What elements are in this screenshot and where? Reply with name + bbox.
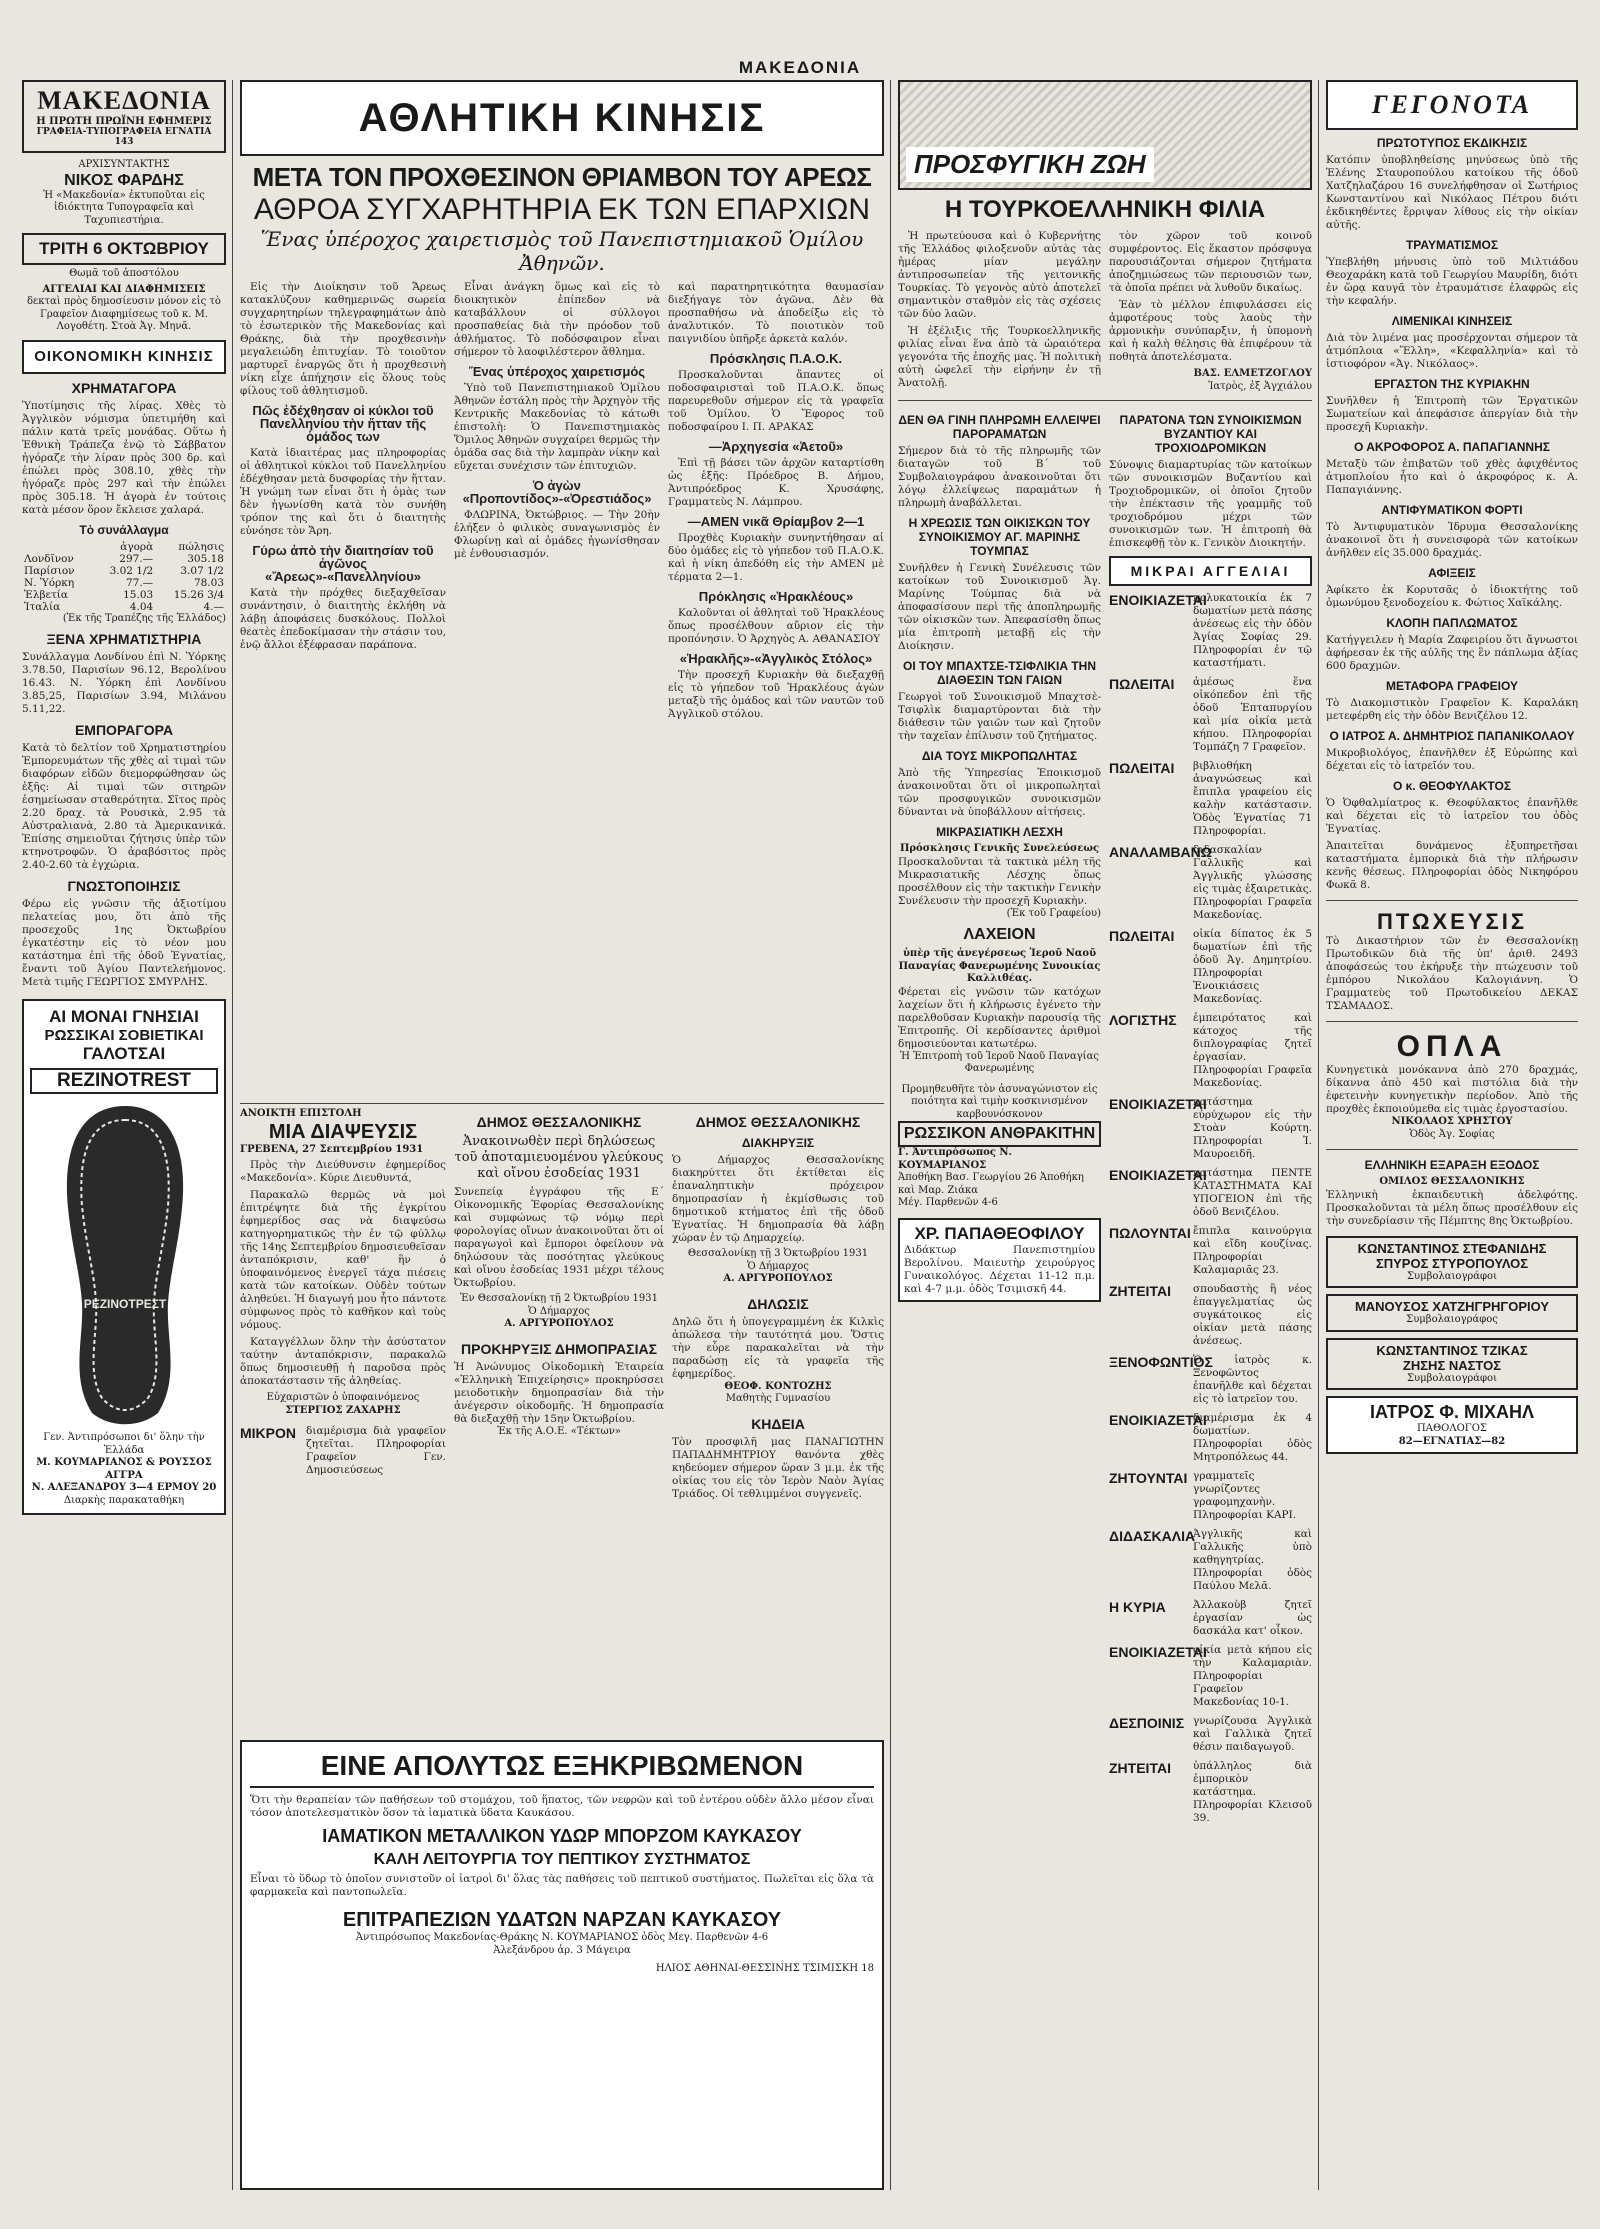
article-subhead: Ὁ ἀγὼν «Προποντίδος»-«Ὀρεστιάδος» (462, 478, 652, 506)
table-head: ἀγορὰ (120, 540, 154, 553)
article-paragraph: Κατὰ ἰδιαιτέρας μας πληροφορίας οἱ ἀθλητικοὶ κύκλοι τοῦ Πανελληνίου ἐδέχθησαν μετὰ δυσφορίας τὴν ἥτταν. Ἡ γνώμη των εἶναι ὅτι ἡ ὁμὰς των δὲν ἠγωνίσθη κατὰ τὸν συνήθη τρόπον της καὶ ὅτι ὁ διαιτητὴς εὐνόησε τὸν Ἄρη. (240, 447, 446, 537)
letter-title: ΜΙΑ ΔΙΑΨΕΥΣΙΣ (268, 1120, 418, 1143)
weapons-address: Ὁδὸς Ἀγ. Σοφίας (1409, 1128, 1495, 1140)
article-paragraph: Παρακαλῶ θερμῶς νὰ μοὶ ἐπιτρέψητε διὰ τῆς ἐγκρίτου ἐφημερίδος σας νὰ διαψεύσω κατηγορηματικῶς τὴν ἐν τῷ φύλλῳ τῆς 14ης Σεπτεμβρίου δημοσιευθεῖσαν ἀνταπόκρισιν, καθ' ἣν ὁ ὑποφαινόμενος ἐνεργεῖ τάχα πιέσεις κατὰ τῶν κατοίκων. Οὐδὲν τούτων ἀληθεύει. Ἡ διαγωγή μου ἦτο πάντοτε σύμφωνος πρὸς τὸ καθῆκον καὶ τοὺς νόμους. (240, 1189, 446, 1331)
club-text: Ἑλληνικὴ ἐκπαιδευτικὴ ἀδελφότης. Προσκαλοῦνται τὰ μέλη ὅπως προσέλθουν εἰς τὴν συνεδρίασιν τῆς Πέμπτης 8ης Ὀκτωβρίου. (1326, 1188, 1578, 1227)
ad-key: ΔΙΔΑΣΚΑΛΙΑ (1109, 1528, 1196, 1544)
club-title: ΕΛΛΗΝΙΚΗ ΕΞΑΡΑΞΗ ΕΞΟΔΟΣ (1364, 1158, 1540, 1172)
doctor-name: Φ. ΜΙΧΑΗΛ (1439, 1402, 1535, 1422)
ad-text: Εἶναι τὸ ὕδωρ τὸ ὁποῖον συνιστοῦν οἱ ἰατροὶ δι' ὅλας τὰς παθήσεις τοῦ πεπτικοῦ συστήματος. Πωλεῖται εἰς ὅλα τὰ φαρμακεῖα καὶ παντοπωλεῖα. (250, 1873, 874, 1898)
banner-title: ΠΡΟΣΦΥΓΙΚΗ ΖΩΗ (906, 147, 1154, 182)
doctor-ad (898, 1218, 1101, 1302)
article-paragraph: ΦΛΩΡΙΝΑ, Ὀκτώβριος. — Τὴν 20ὴν ἐλήξεν ὁ φιλικὸς συναγωνισμὸς ἐν Φλωρίνῃ καὶ αἱ ὁμάδες ἠγωνίσθησαν μὲ ἐνθουσιασμόν. (454, 509, 660, 560)
municipal-notices-a (454, 1108, 664, 1728)
notice-heading: ΔΙΑΚΗΡΥΞΙΣ (741, 1136, 815, 1150)
notice-signature: ΘΕΟΦ. ΚΟΝΤΟΖΗΣ (724, 1380, 832, 1392)
weapons-title: ΟΠΛΑ (1396, 1030, 1508, 1063)
small-ad (1109, 592, 1312, 670)
notice-title: ΔΗΛΩΣΙΣ (747, 1295, 809, 1312)
news-text: Ἀπαιτεῖται δυνάμενος ἐξυπηρετῆσαι καταστήματα ἐμπορικὰ διὰ τὴν πλήρωσιν κενῆς θέσεως. Πληροφορίαι ὁδὸς Νικηφόρου Φωκᾶ 8. (1326, 840, 1578, 891)
small-ad (1109, 1599, 1312, 1638)
ad-store: Ἀποθήκη Βασ. Γεωργίου 26 Ἀποθήκη καὶ Μαρ. Ζιάκα (898, 1172, 1084, 1196)
ad-text: κατάστημα εὐρύχωρον εἰς τὴν Στοὰν Κούρτη. Πληροφορίαι Ἰ. Μαυροειδῆ. (1193, 1096, 1312, 1160)
notary-role: Συμβολαιογράφος (1406, 1314, 1498, 1325)
notice-title: ΓΝΩΣΤΟΠΟΙΗΣΙΣ (67, 878, 181, 894)
athletics-columns (240, 281, 884, 725)
news-text: Κατόπιν ὑποβληθείσης μηνύσεως ὑπὸ τῆς Ἑλένης Σταυροπούλου κατοίκου τῆς ὁδοῦ Χατζηλαζάρου 16 συνελήφθησαν οἱ Σωτήριος Κωνσταντίνου καὶ Νικόλαος Πέτρου διότι ἐκδικηθέντες ἔρριψαν λίθους εἰς τὴν οἰκίαν αὐτῆς. (1326, 154, 1578, 231)
news-text: Σύνοψις διαμαρτυρίας τῶν κατοίκων τῶν συνοικισμῶν Βυζαντίου καὶ Τροχιοδρομικῶν, οἱ ὁποῖοι ζητοῦν τὴν ἐπέκτασιν τῆς γραμμῆς τοῦ τροχιοδρόμου μέχρι τῶν συνοικισμῶν των. Ἡ ἐπιτροπὴ θὰ ἐπισκεφθῇ τὸν κ. Γενικὸν Διοικητήν. (1109, 459, 1312, 549)
article-paragraph: Ὑπὸ τοῦ Πανεπιστημιακοῦ Ὁμίλου Ἀθηνῶν ἐστάλη πρὸς τὴν Ἀρχηγὸν τῆς Κεντρικῆς Μακεδονίας τὸ κάτωθι ἐπιστολὴ: Ὁ Πανεπιστημιακὸς Ὅμιλος Ἀθηνῶν συγχαίρει θερμῶς τὴν ὁμάδα σας διὰ τὴν λαμπρὰν νίκην καὶ εὔχεται συνέχισιν τῶν ἐπιτυχιῶν. (454, 382, 660, 472)
doctor-specialty: ΠΑΘΟΛΟΓΟΣ (1417, 1423, 1487, 1434)
news-text: Τὸ Ἀντιφυματικὸν Ἱδρυμα Θεσσαλονίκης ἀνακοινοῖ ὅτι ἡ συνεισφορὰ τῶν κατοίκων ἀνῆλθεν εἰς 35.000 δραχμάς. (1326, 521, 1578, 559)
ad-headline: ΕΙΝΕ ΑΠΟΛΥΤΩΣ ΕΞΗΚΡΙΒΩΜΕΝΟΝ (250, 1750, 874, 1788)
left-column (22, 80, 226, 2190)
notary-name: ΣΠΥΡΟΣ ΣΤΥΡΟΠΟΥΛΟΣ (1375, 1255, 1529, 1271)
bankruptcy-text: Τὸ Δικαστήριον τῶν ἐν Θεσσαλονίκῃ Πρωτοδικῶν διὰ τῆς ὑπ' ἀριθ. 2493 ἀποφάσεώς του ἐκήρυξε τὴν πτώχευσιν τοῦ ἐμπόρου Νικολάου Καλογιάννη. Ὁ Γραμματεὺς τοῦ Πρωτοδικείου ΔΕΚΑΣ ΤΣΑΜΑΔΟΣ. (1326, 935, 1578, 1012)
printer-note: Ἡ «Μακεδονία» ἐκτυποῦται εἰς ἰδιόκτητα Τυπογραφεῖα καὶ Ταχυπιεστήρια. (43, 189, 205, 226)
ad-text: οἰκία δίπατος ἐκ 5 δωματίων ἐπὶ τῆς ὁδοῦ Ἀγ. Δημητρίου. Πληροφορίαι Ἐνοικιάσεις Μακεδονίας. (1193, 928, 1312, 1005)
notice-body: Ὁ Δήμαρχος Θεσσαλονίκης διακηρύττει ὅτι ἐκτίθεται εἰς ἐπαναληπτικὴν πρόχειρον δημοπρασίαν ἡ ἐκμίσθωσις τοῦ δημοτικοῦ κτήματος ἐπὶ τῆς ὁδοῦ Ἐγνατίας. Ἡ δημοπρασία θὰ λάβῃ χώραν ἐν τῷ Δημαρχείῳ. (672, 1154, 884, 1244)
section-rule (1326, 1149, 1578, 1150)
news-title: Ο ΑΚΡΟΦΟΡΟΣ Α. ΠΑΠΑΓΙΑΝΝΗΣ (1354, 440, 1550, 454)
news-source: (Ἐκ τοῦ Γραφείου) (1006, 907, 1101, 919)
letter-sign-label: Εὐχαριστῶν ὁ ὑποφαινόμενος (266, 1392, 420, 1403)
table-cell: Ν. Ὑόρκη (24, 576, 75, 589)
editor-name: ΝΙΚΟΣ ΦΑΡΔΗΣ (64, 171, 184, 189)
small-ad (1109, 1096, 1312, 1161)
news-title: ΚΛΟΠΗ ΠΑΠΛΩΜΑΤΟΣ (1386, 616, 1518, 630)
article-subhead: —ΑΜΕΝ νικᾶ Θρίαμβον 2—1 (687, 514, 865, 529)
table-cell: 3.02 1/2 (109, 564, 154, 577)
news-title: ΜΕΤΑΦΟΡΑ ΓΡΑΦΕΙΟΥ (1386, 679, 1518, 693)
section-rule (240, 1103, 884, 1104)
small-ads-banner: ΜΙΚΡΑΙ ΑΓΓΕΛΙΑΙ (1109, 556, 1312, 586)
bankruptcy-title: ΠΤΩΧΕΥΣΙΣ (1376, 909, 1528, 934)
small-ads-list (1109, 592, 1312, 1825)
notice-signature: Α. ΑΡΓΥΡΟΠΟΥΛΟΣ (504, 1318, 614, 1329)
athletics-section (240, 80, 884, 1100)
letter-label: ΑΝΟΙΚΤΗ ΕΠΙΣΤΟΛΗ (240, 1108, 362, 1119)
ad-key: ΠΩΛΕΙΤΑΙ (1109, 928, 1175, 944)
refugee-news-col2 (1109, 407, 1312, 1831)
running-head: ΜΑΚΕΔΟΝΙΑ (738, 58, 862, 77)
news-title: Ο κ. ΘΕΟΦΥΛΑΚΤΟΣ (1392, 779, 1512, 793)
issue-date: ΤΡΙΤΗ 6 ΟΚΤΩΒΡΙΟΥ (22, 233, 226, 265)
notice-body: Τὸν προσφιλῆ μας ΠΑΝΑΓΙΩΤΗΝ ΠΑΠΑΔΗΜΗΤΡΙΟΥ θανόντα χθὲς κηδεύομεν σήμερον ὥραν 3 μ.μ. ἐκ τῆς οἰκίας του εἰς τὸν Ἱερὸν Ναὸν Ἁγίας Τριάδος. Οἱ τεθλιμμένοι συγγενεῖς. (672, 1435, 884, 1500)
ad-agent-address: Ν. ΑΛΕΞΑΝΔΡΟΥ 3—4 ΕΡΜΟΥ 20 (31, 1482, 217, 1493)
news-text: Τὸ Διακομιστικὸν Γραφεῖον Κ. Καραλάκη μετεφέρθη εἰς τὴν ὁδὸν Βενιζέλου 12. (1326, 697, 1578, 722)
news-title: ΔΕΝ ΘΑ ΓΙΝΗ ΠΛΗΡΩΜΗ ΕΛΛΕΙΨΕΙ ΠΑΡΟΡΑΜΑΤΩΝ (898, 413, 1101, 441)
notice-date: Ἐν Θεσσαλονίκῃ τῇ 2 Ὀκτωβρίου 1931 (459, 1293, 659, 1304)
article-paragraph: Προσκαλοῦνται ἅπαντες οἱ ποδοσφαιρισταὶ τοῦ Π.Α.Ο.Κ. ὅπως παρευρεθοῦν σήμερον εἰς τὰ γραφεῖα τοῦ Ὁμίλου. Ὁ Ἔφορος τοῦ ποδοσφαίρου Ι. Π. ΑΡΑΚΑΣ (668, 369, 884, 433)
ad-key: ΕΝΟΙΚΙΑΖΕΤΑΙ (1109, 1412, 1207, 1428)
ad-agent: Ἀλεξάνδρου ἀρ. 3 Μάγειρα (493, 1944, 631, 1956)
doctor-label: ΙΑΤΡΟΣ (1369, 1402, 1435, 1422)
article-paragraph: Ἡ ἐξέλιξις τῆς Τουρκοελληνικῆς φιλίας εἶναι ἕνα ἀπὸ τὰ ὡραιότερα γεγονότα τῆς ἐποχῆς μας. Ἡ πολιτικὴ αὐτὴ ὠφελεῖ τὴν εἰρήνην ἐν τῇ Ἀνατολῇ. (898, 325, 1101, 389)
news-title: ΛΑΧΕΙΟΝ (963, 926, 1036, 943)
news-text: Ἀπὸ τῆς Ὑπηρεσίας Ἐποικισμοῦ ἀνακοινοῦται ὅτι οἱ μικροπωληταὶ τῶν προσφυγικῶν συνοικισμῶν δύνανται νὰ ὑποβάλλουν αἰτήσεις. (898, 767, 1101, 818)
notice-heading: Ἀνακοινωθὲν περὶ δηλώσεως τοῦ ἀποταμιευομένου γλεύκους καὶ οἴνου ἐσοδείας 1931 (454, 1134, 664, 1181)
table-cell: Λονδῖνον (24, 552, 74, 565)
article-paragraph: Καλοῦνται οἱ ἀθληταὶ τοῦ Ἡρακλέους ὅπως προσέλθουν αὔριον εἰς τὴν προπόνησιν. Ὁ Ἀρχηγὸς Α. ΑΘΑΝΑΣΙΟΥ (668, 607, 884, 645)
notice-title: ΔΗΜΟΣ ΘΕΣΣΑΛΟΝΙΚΗΣ (695, 1114, 861, 1130)
small-ad (1109, 1225, 1312, 1277)
table-cell: 297.— (119, 552, 154, 565)
article-paragraph: Ἐὰν τὸ μέλλον ἐπιφυλάσσει εἰς ἀμφοτέρους τοὺς λαοὺς τὴν ἀρμονικὴν συνύπαρξιν, ἡ ὑπομονὴ καὶ ἡ καλὴ θέλησις θὰ ἐπιφέρουν τὰ ποθητὰ ἀποτελέσματα. (1109, 299, 1312, 363)
athletics-col3 (668, 281, 884, 725)
refugee-columns (898, 230, 1312, 394)
small-ad (1109, 676, 1312, 754)
notice-title: ΠΡΟΚΗΡΥΞΙΣ ΔΗΜΟΠΡΑΣΙΑΣ (461, 1340, 657, 1357)
market-title: ΧΡΗΜΑΤΑΓΟΡΑ (71, 379, 177, 396)
masthead-title: ΜΑΚΕΔΟΝΙΑ (37, 86, 211, 115)
ad-text: Ἀγγλικῆς καὶ Γαλλικῆς ὑπὸ καθηγητρίας. Πληροφορίαι ὁδὸς Παύλου Μελᾶ. (1193, 1528, 1312, 1592)
news-title: ΤΡΑΥΜΑΤΙΣΜΟΣ (1405, 238, 1499, 252)
ad-headline: ΓΑΛΟΤΣΑΙ (82, 1044, 166, 1063)
ad-key: ΞΕΝΟΦΩΝΤΙΟΣ (1109, 1354, 1213, 1370)
article-paragraph: Κατὰ τὴν πρόχθες διεξαχθεῖσαν συνάντησιν, ὁ διαιτητὴς ἐκλήθη νὰ λάβῃ ἀποφάσεις δυσκόλους. Πολλοὶ θεατὲς ἐπεδοκίμασαν τὴν στάσιν του, ἐνῷ ἄλλοι ἐξέφρασαν παράπονα. (240, 587, 446, 651)
ad-text: Ἀλλακοὺβ ζητεῖ ἐργασίαν ὡς δασκάλα κατ' οἶκον. (1193, 1599, 1312, 1637)
athletics-col2 (454, 281, 660, 725)
doctor-card (1326, 1396, 1578, 1454)
table-head (22, 541, 93, 553)
notice-title: ΔΗΜΟΣ ΘΕΣΣΑΛΟΝΙΚΗΣ (476, 1114, 642, 1130)
ad-product: ΙΑΜΑΤΙΚΟΝ ΜΕΤΑΛΛΙΚΟΝ ΥΔΩΡ ΜΠΟΡΖΟΜ ΚΑΥΚΑΣΟΥ (322, 1826, 802, 1846)
small-ad (1109, 928, 1312, 1006)
ad-agent-label: Γεν. Ἀντιπρόσωποι δι' ὅλην τὴν Ἑλλάδα (43, 1432, 205, 1456)
ad-key: ΖΗΤΕΙΤΑΙ (1109, 1283, 1171, 1299)
open-letter (240, 1108, 446, 1728)
small-ad (1109, 844, 1312, 922)
doctor-address: 82—ΕΓΝΑΤΙΑΣ—82 (1398, 1435, 1506, 1447)
letter-signature: ΣΤΕΡΓΙΟΣ ΖΑΧΑΡΗΣ (285, 1404, 401, 1416)
small-ad (1109, 1528, 1312, 1593)
mineral-water-advertisement (240, 1740, 884, 2190)
article-signature: ΒΑΣ. ΕΛΜΕΤΖΟΓΛΟΥ (1193, 368, 1312, 379)
masthead-address: ΓΡΑΦΕΙΑ-ΤΥΠΟΓΡΑΦΕΙΑ ΕΓΝΑΤΙΑ 143 (36, 127, 212, 147)
table-cell: 4.— (203, 600, 224, 613)
news-text: Φέρεται εἰς γνῶσιν τῶν κατόχων λαχείων ὅτι ἡ κλήρωσις ἐγένετο τὴν παρελθοῦσαν Κυριακὴν παρουσίᾳ τῆς Ἐπιτροπῆς. Οἱ κερδίσαντες ἀριθμοὶ δημοσιεύονται κατωτέρω. (898, 985, 1101, 1050)
article-subhead: Γύρω ἀπὸ τὴν διαιτησίαν τοῦ ἀγῶνος «Ἄρεως»-«Πανελληνίου» (252, 543, 434, 584)
small-ad (1109, 760, 1312, 838)
refugee-banner (898, 80, 1312, 190)
article-paragraph: Καταγγέλλων ὅλην τὴν ἀσύστατον ταύτην ἀνταπόκρισιν, παρακαλῶ ὅπως δημοσιευθῇ ἡ παροῦσα πρὸς ἀποκατάστασιν τῆς ἀληθείας. (240, 1336, 446, 1387)
notary-name: ΜΑΝΟΥΣΟΣ ΧΑΤΖΗΓΡΗΓΟΡΙΟΥ (1354, 1299, 1550, 1314)
notice-body: Συνεπείᾳ ἐγγράφου τῆς Ε΄ Οἰκονομικῆς Ἐφορίας Θεσσαλονίκης καὶ συμφώνως τῷ νόμῳ περὶ φορολογίας οἴνων ἀνακοινοῦται ὅτι οἱ παραγωγοὶ καὶ ἔμποροι ὀφείλουν νὰ δηλώσουν τὰς ποσότητας γλεύκους καὶ οἴνου ἐσοδείας 1931 μέχρι τέλους Ὀκτωβρίου. (454, 1186, 664, 1289)
notice-body: Δηλῶ ὅτι ἡ ὑπογεγραμμένη ἐκ Κιλκὶς ἀπώλεσα τὴν ταυτότητά μου. Ὅστις τὴν εὗρε παρακαλεῖται νὰ τὴν παραδώσῃ εἰς τὰ γραφεῖα τῆς ἐφημερίδος. (672, 1315, 884, 1380)
ads-label: ΑΓΓΕΛΙΑΙ ΚΑΙ ΔΙΑΦΗΜΙΣΕΙΣ (42, 283, 206, 295)
news-subtitle: ὑπὲρ τῆς ἀνεγέρσεως Ἱεροῦ Ναοῦ Παναγίας Φανερωμένης Συνοικίας Καλλιθέας. (898, 948, 1101, 984)
ad-key: ΠΩΛΕΙΤΑΙ (1109, 760, 1175, 776)
article-paragraph: Ἐπὶ τῇ βάσει τῶν ἀρχῶν καταρτίσθη ὡς ἑξῆς: Πρόεδρος Β. Δήμου, Ἀντιπρόεδρος Κ. Χρυσάφης, Γραμματεὺς Ν. Λάμπρου. (668, 457, 884, 508)
ad-text: διδασκαλίαν Γαλλικῆς καὶ Ἀγγλικῆς γλώσσης εἰς τιμὰς ἐξαιρετικὰς. Πληροφορίαι Γραφεῖα Μακεδονίας. (1193, 844, 1312, 921)
small-ad (1109, 1354, 1312, 1406)
table-cell: 15.03 (123, 588, 154, 601)
shoe-advertisement (22, 999, 226, 1515)
ad-key: ΕΝΟΙΚΙΑΖΕΤΑΙ (1109, 1096, 1207, 1112)
municipal-notices-b (672, 1108, 884, 1728)
ad-text: οἰκία μετὰ κήπου εἰς τὴν Καλαμαριὰν. Πληροφορίαι Γραφεῖον Μακεδονίας 10-1. (1193, 1644, 1312, 1708)
ad-intro: Προμηθευθῆτε τὸν ἀσυναγώνιστον εἰς ποιότητα καὶ τιμὴν κοσκινισμένον καρβουνόσκονον (901, 1083, 1098, 1120)
article-headline: Η ΤΟΥΡΚΟΕΛΛΗΝΙΚΗ ΦΙΛΙΑ (944, 196, 1266, 223)
table-row (22, 589, 226, 601)
ad-key: Η ΚΥΡΙΑ (1109, 1599, 1166, 1615)
letter-dateline: ΓΡΕΒΕΝΑ, 27 Σεπτεμβρίου 1931 (240, 1143, 424, 1155)
ads-note: δεκταὶ πρὸς δημοσίευσιν μόνον εἰς τὸ Γραφεῖον Διαφημίσεως τοῦ κ. Μ. Λογοθέτη. Στοὰ Ἀγ. Μηνᾶ. (27, 296, 221, 332)
ad-address: Μέγ. Παρθενῶν 4-6 (898, 1197, 998, 1208)
small-ad (1109, 1167, 1312, 1219)
small-ad (1109, 1012, 1312, 1090)
ad-text: ὑπάλληλος διὰ ἐμπορικὸν κατάστημα. Πληροφορίαι Κλεισοῦ 39. (1193, 1760, 1312, 1824)
doctor-name: ΧΡ. ΠΑΠΑΘΕΟΦΙΛΟΥ (914, 1223, 1085, 1243)
ad-brand: REZINOTREST (30, 1068, 218, 1094)
table-source: (Ἐκ τῆς Τραπέζης τῆς Ἑλλάδος) (62, 612, 226, 624)
ad-agent: Ἀντιπρόσωπος Μακεδονίας-Θράκης Ν. ΚΟΥΜΑΡΙΑΝΟΣ ὁδὸς Μεγ. Παρθενῶν 4-6 (355, 1932, 769, 1943)
small-ad (1109, 1760, 1312, 1825)
table-row (22, 565, 226, 577)
refugee-news-col1 (898, 407, 1101, 1831)
weapons-text: Κυνηγετικὰ μονόκαννα ἀπὸ 270 δραχμάς, δίκαννα ἀπὸ 450 καὶ πιστόλια διὰ τὴν ἐφετεινὴν κυνηγετικὴν περίοδον. Ἀπὸ τῆς προχθὲς ἐκποιούμεθα εἰς τιμὰς ἐργοστασίου. (1326, 1064, 1578, 1115)
ad-text: βιβλιοθήκη ἀναγνώσεως καὶ ἔπιπλα γραφείου εἰς καλὴν κατάστασιν. Ὁδὸς Ἐγνατίας 71 Πληροφορίαι. (1193, 760, 1312, 837)
column-rule (232, 80, 233, 2190)
refugee-news (898, 407, 1312, 1831)
news-text: Κατήγγειλεν ἡ Μαρία Ζαφειρίου ὅτι ἄγνωστοι ἀφήρεσαν ἐκ τῆς αὐλῆς της ἓν πάπλωμα ἀξίας 600 δραχμῶν. (1326, 634, 1578, 672)
ad-text: κατάστημα ΠΕΝΤΕ ΚΑΤΑΣΤΗΜΑΤΑ ΚΑΙ ΥΠΟΓΕΙΟΝ ἐπὶ τῆς ὁδοῦ Βενιζέλου. (1193, 1167, 1312, 1218)
column-rule (890, 80, 891, 2190)
news-title: ΟΙ ΤΟΥ ΜΠΑΧΤΣΕ-ΤΣΙΦΛΙΚΙΑ ΤΗΝ ΔΙΑΘΕΣΙΝ ΤΩΝ ΓΑΙΩΝ (902, 659, 1097, 687)
athletics-col1 (240, 281, 446, 725)
ad-text: γραμματεῖς γνωρίζοντες γραφομηχανὴν. Πληροφορίαι ΚΑΡΙ. (1193, 1470, 1297, 1521)
sole-text: ΡΕΖΙΝΟΤΡΕΣΤ (83, 1297, 167, 1311)
notary-role: Συμβολαιογράφοι (1406, 1372, 1498, 1384)
notice-text: Φέρω εἰς γνῶσιν τῆς ἀξιοτίμου πελατείας μου, ὅτι ἀπὸ τῆς προσεχοῦς 1ης Ὀκτωβρίου ἐγκατέστην εἰς τὸ νέον μου κατάστημα ἐπὶ τῆς ὁδοῦ Ἐγνατίας, ἔναντι τοῦ Ἀγίου Παντελεήμονος. Μετὰ τιμῆς ΓΕΩΡΓΙΟΣ ΣΜΥΡΛΗΣ. (22, 898, 226, 988)
ad-text: Ὁ ἰατρὸς κ. Ξενοφῶντος ἐπανῆλθε καὶ δέχεται εἰς τὸ ἰατρεῖον του. (1193, 1354, 1312, 1405)
article-subhead: Πρόκλησις «Ἡρακλέους» (698, 589, 854, 604)
section-rule (1326, 1021, 1578, 1022)
doctor-line (1332, 1402, 1572, 1423)
article-paragraph: Τὴν προσεχῆ Κυριακὴν θὰ διεξαχθῇ εἰς τὸ γήπεδον τοῦ Ἡρακλέους ἀγὼν μεταξὺ τῆς ὁμάδος καὶ τῶν ναυτῶν τοῦ Ἀγγλικοῦ στόλου. (668, 669, 884, 720)
news-text: Συνῆλθεν ἡ Ἐπιτροπὴ τῶν Ἐργατικῶν Σωματείων καὶ ἀπεφάσισε ἀπεργίαν διὰ τὴν προσεχῆ Κυριακὴν. (1326, 395, 1578, 433)
ad-key: ΛΟΓΙΣΤΗΣ (1109, 1012, 1177, 1028)
ad-company: ΕΠΙΤΡΑΠΕΖΙΩΝ ΥΔΑΤΩΝ ΝΑΡΖΑΝ ΚΑΥΚΑΣΟΥ (342, 1909, 782, 1931)
news-text: Μικροβιολόγος, ἐπανῆλθεν ἐξ Εὐρώπης καὶ δέχεται εἰς τὸ ἰατρεῖόν του. (1326, 747, 1578, 772)
ad-text: διαμέρισμα διὰ γραφεῖον ζητεῖται. Πληροφορίαι Γραφεῖον Γεν. Δημοσιεύσεως (306, 1425, 446, 1476)
article-subhead: Πρόσκλησις Π.Α.Ο.Κ. (709, 351, 843, 366)
ad-headline: ΡΩΣΣΙΚΑΙ ΣΟΒΙΕΤΙΚΑΙ (44, 1027, 204, 1044)
notice-signature: Α. ΑΡΓΥΡΟΠΟΥΛΟΣ (723, 1273, 833, 1284)
athletics-deck: Ἕνας ὑπέροχος χαιρετισμὸς τοῦ Πανεπιστημιακοῦ Ὁμίλου Ἀθηνῶν. (260, 227, 864, 275)
section-rule (898, 400, 1312, 401)
column-rule (1318, 80, 1319, 2190)
market-text: Ὑποτίμησις τῆς λίρας. Χθὲς τὸ Ἀγγλικὸν νόμισμα ὑπετιμήθη καὶ πάλιν κατὰ τρεῖς μονάδας. Οὕτω ἡ Ἐθνικὴ Τράπεζα ἐνῷ τὸ Σάββατον ἠγόραζε τὴν λίραν πρὸς 300 δρ. καὶ ἐπώλει πρὸς 308.10, χθὲς τὴν ἠγόραζε πρὸς 297 καὶ τὴν ἐπώλει πρὸς 305.18. Ἡ ἀγορὰ ἐν τούτοις κατὰ μέσον ὅρον ἔκλεισε χαλαρά. (22, 399, 226, 516)
athletics-headline: ΜΕΤΑ ΤΟΝ ΠΡΟΧΘΕΣΙΝΟΝ ΘΡΙΑΜΒΟΝ ΤΟΥ ΑΡΕΩΣ (252, 162, 872, 192)
foreign-title: ΞΕΝΑ ΧΡΗΜΑΤΙΣΤΗΡΙΑ (46, 631, 202, 647)
article-paragraph: Ἡ πρωτεύουσα καὶ ὁ Κυβερνήτης τῆς Ἑλλάδος φιλοξενοῦν αὐτὰς τὰς ἡμέρας μίαν μεγάλην ἀντιπροσωπείαν τῆς γειτονικῆς Τουρκίας. Τὸ γεγονὸς αὐτὸ ἀποτελεῖ σημαντικὸν σταθμὸν εἰς τὰς σχέσεις τῶν δύο λαῶν. (898, 230, 1101, 320)
article-signature-note: Ἰατρὸς, ἐξ Ἀγχιάλου (1208, 380, 1312, 392)
saint-day: Θωμᾶ τοῦ ἀποστόλου (69, 268, 179, 279)
ad-key: ΜΙΚΡΟΝ (240, 1425, 296, 1441)
commerce-text: Κατὰ τὸ δελτίον τοῦ Χρηματιστηρίου Ἐμπορευμάτων τῆς χθὲς αἱ τιμαὶ τῶν διαφόρων εἰδῶν διεμορφώθησαν ὡς ἑξῆς: Αἱ τιμαὶ τῶν σιτηρῶν ἐσημείωσαν σταθερότητα. Σῖτος πρὸς 2.20 δραχ. τὰ Ρουσικὰ, 2.95 τὰ Αὐστραλιανὰ, 2.80 τὰ Ἀμερικανικά. Ἐπίσης σημειοῦται ζήτησις ὑπὲρ τῶν κτηνοτροφῶν. Ὁ ἀραβόσιτος πρὸς 2.40-2.60 τὰ ἐγχώρια. (22, 742, 226, 871)
ad-text: Ὅτι τὴν θεραπείαν τῶν παθήσεων τοῦ στομάχου, τοῦ ἥπατος, τῶν νεφρῶν καὶ τοῦ ἐντέρου οὐδὲν ἄλλο μέσον εἶναι τόσον ἀποτελεσματικὸν ὅσον τὰ ἰαματικὰ ὕδατα Καυκάσου. (250, 1794, 874, 1819)
news-text: Μεταξὺ τῶν ἐπιβατῶν τοῦ χθὲς ἀφιχθέντος ἀτμοπλοίου ἦτο καὶ ὁ ἀκροφόρος κ. Α. Παπαγιάννης. (1326, 458, 1578, 496)
news-title: Ο ΙΑΤΡΟΣ Α. ΔΗΜΗΤΡΙΟΣ ΠΑΠΑΝΙΚΟΛΑΟΥ (1329, 729, 1575, 743)
notice-date: Θεσσαλονίκῃ τῇ 3 Ὀκτωβρίου 1931 (687, 1248, 869, 1259)
athletics-subhead: ΑΘΡΟΑ ΣΥΓΧΑΡΗΤΗΡΙΑ ΕΚ ΤΩΝ ΕΠΑΡΧΙΩΝ (253, 193, 871, 226)
ad-agent-name: Μ. ΚΟΥΜΑΡΙΑΝΟΣ & ΡΟΥΣΣΟΣ ΑΓΓΡΑ (36, 1457, 212, 1481)
notary-name: ΚΩΝΣΤΑΝΤΙΝΟΣ ΣΤΕΦΑΝΙΔΗΣ (1357, 1240, 1547, 1256)
small-ad (1109, 1644, 1312, 1709)
article-paragraph: Προχθὲς Κυριακὴν συνηντήθησαν αἱ δύο ὁμάδες εἰς τὸ γήπεδον τοῦ Π.Α.Ο.Κ. καὶ ἡ νίκη ἀπεδόθη εἰς τὴν ΑΜΕΝ μὲ τέρματα 2—1. (668, 532, 884, 583)
ad-text: ἔπιπλα καινούργια καὶ εἴδη κουζίνας. Πληροφορίαι Καλαμαριᾶς 23. (1193, 1225, 1312, 1276)
ad-agent-note: Διαρκὴς παρακαταθήκη (63, 1494, 185, 1506)
economy-banner: ΟΙΚΟΝΟΜΙΚΗ ΚΙΝΗΣΙΣ (22, 340, 226, 374)
notary-card (1326, 1338, 1578, 1391)
small-ad (1109, 1283, 1312, 1348)
ad-key: ΖΗΤΕΙΤΑΙ (1109, 1760, 1171, 1776)
galosh-sole-illustration (30, 1098, 220, 1428)
table-cell: 4.04 (129, 600, 154, 613)
ad-footer: ΗΛΙΟΣ ΑΘΗΝΑΙ-ΘΕΣΣΙΝΗΣ ΤΣΙΜΙΣΚΗ 18 (655, 1963, 874, 1974)
news-text: Γεωργοὶ τοῦ Συνοικισμοῦ Μπαχτσὲ-Τσιφλὶκ διαμαρτύρονται διὰ τὴν διάθεσιν τῶν γαιῶν των καὶ ζητοῦν τὴν ταχεῖαν ἐπίλυσιν τοῦ ζητήματος. (898, 691, 1101, 742)
right-column (1326, 80, 1578, 2190)
ad-text: γνωρίζουσα Ἀγγλικὰ καὶ Γαλλικὰ ζητεῖ θέσιν παιδαγωγοῦ. (1193, 1715, 1312, 1753)
notice-body: Ἡ Ἀνώνυμος Οἰκοδομικὴ Ἑταιρεία «Ἑλληνικὴ Ἐπιχείρησις» προκηρύσσει μειοδοτικὴν δημοπρασίαν διὰ τὴν ἀνέγερσιν οἰκοδομῆς. Ἡ δημοπρασία θὰ διεξαχθῇ τὴν 15ην Ὀκτωβρίου. (454, 1360, 664, 1425)
table-head: πώλησις (178, 540, 224, 553)
exchange-table (22, 541, 226, 613)
ad-text: σπουδαστὴς ἢ νέος ἐπαγγελματίας ὡς συγκάτοικος εἰς οἰκίαν μετὰ πάσης ἀνέσεως. (1193, 1283, 1312, 1347)
news-text: Ὑπεβλήθη μήνυσις ὑπὸ τοῦ Μιλτιάδου Θεοχαράκη κατὰ τοῦ Γεωργίου Μαυρίδη, διότι ἐν ὥρᾳ καυγᾶ τὸν ἐτραυμάτισε ἐλαφρῶς εἰς τὴν κεφαλήν. (1326, 256, 1578, 307)
ad-text: ἐμπειρότατος καὶ κάτοχος τῆς διπλογραφίας ζητεῖ ἐργασίαν. Πληροφορίαι Γραφεῖα Μακεδονίας. (1193, 1012, 1312, 1089)
table-cell: 3.07 1/2 (180, 564, 224, 577)
news-text: Σήμερον διὰ τὸ τῆς πληρωμῆς τῶν διαταγῶν τοῦ Β΄ τοῦ Συμβολαιογράφου ἀνακοινοῦται ὅτι λόγῳ ἐλλείψεως παραμάτων ἡ πληρωμὴ ἀναβάλλεται. (898, 445, 1101, 509)
news-title: ΕΡΓΑΣΤΟΝ ΤΗΣ ΚΥΡΙΑΚΗΝ (1374, 377, 1530, 391)
ad-product: ΡΩΣΣΙΚΟΝ ΑΝΘΡΑΚΙΤΗΝ (898, 1121, 1101, 1147)
news-subtitle: Πρόσκλησις Γενικῆς Συνελεύσεως (899, 843, 1100, 854)
article-paragraph: καὶ παρατηρητικότητα θαυμασίαν διεξήγαγε τὸν ἀγῶνα. Δὲν θὰ προσπαθήσω νὰ ἀποδείξω εἰς τὸ ἀναλυτικόν. Τὸ ποιοτικὸν τοῦ παιγνιδίου ὑπῆρξε ἀρκετὰ καλόν. (668, 281, 884, 345)
notice-signature: Μαθητὴς Γυμνασίου (725, 1393, 831, 1404)
masthead (22, 80, 226, 153)
notice-sign-label: Ὁ Δήμαρχος (747, 1260, 809, 1272)
table-cell: Ἰταλία (24, 600, 61, 613)
letter-salutation: Πρὸς τὴν Διεύθυνσιν ἐφημερίδος «Μακεδονία». Κύριε Διευθυντά, (240, 1159, 446, 1184)
ad-tagline: ΚΑΛΗ ΛΕΙΤΟΥΡΓΙΑ ΤΟΥ ΠΕΠΤΙΚΟΥ ΣΥΣΤΗΜΑΤΟΣ (373, 1851, 751, 1868)
refugee-col2 (1109, 230, 1312, 394)
table-row (22, 601, 226, 613)
news-text: Προσκαλοῦνται τὰ τακτικὰ μέλη τῆς Μικρασιατικῆς Λέσχης ὅπως προσέλθουν εἰς τὴν τακτικὴν Γενικὴν Συνέλευσιν τὴν προσεχῆ Κυριακὴν. (898, 855, 1101, 907)
table-cell: 78.03 (193, 576, 224, 589)
masthead-tagline: Η ΠΡΩΤΗ ΠΡΩΪΝΗ ΕΦΗΜΕΡΙΣ (36, 116, 212, 127)
ad-key: ΠΩΛΕΙΤΑΙ (1109, 676, 1175, 692)
ad-key: ΑΝΑΛΑΜΒΑΝΩ (1109, 844, 1212, 860)
ad-key: ΔΕΣΠΟΙΝΙΣ (1109, 1715, 1185, 1731)
notary-name: ΚΩΝΣΤΑΝΤΙΝΟΣ ΤΖΙΚΑΣ (1376, 1342, 1528, 1358)
news-title: ΑΝΤΙΦΥΜΑΤΙΚΟΝ ΦΟΡΤΙ (1381, 503, 1523, 517)
notary-card (1326, 1236, 1578, 1289)
notary-name: ΖΗΣΗΣ ΝΑΣΤΟΣ (1402, 1357, 1502, 1373)
refugee-col1 (898, 230, 1101, 394)
small-ad (1109, 1470, 1312, 1522)
article-subhead: Πῶς ἐδέχθησαν οἱ κύκλοι τοῦ Πανελληνίου τὴν ἥτταν τῆς ὁμάδος των (252, 403, 434, 444)
notice-signature: Ἐκ τῆς Α.Ο.Ε. «Τέκτων» (497, 1425, 621, 1437)
letter-body (240, 1159, 446, 1388)
ad-text: πολυκατοικία ἐκ 7 δωματίων μετὰ πάσης ἀνέσεως εἰς τὴν ὁδὸν Ἀγίας Σοφίας 29. Πληροφορίαι ἐν τῷ καταστήματι. (1193, 592, 1312, 669)
news-banner: ΓΕΓΟΝΟΤΑ (1326, 80, 1578, 130)
refugee-section (898, 80, 1312, 2190)
news-text: Συνῆλθεν ἡ Γενικὴ Συνέλευσις τῶν κατοίκων τοῦ Συνοικισμοῦ Ἁγ. Μαρίνης Τούμπας διὰ νὰ ἀποφασίσουν περὶ τῆς ἀποπληρωμῆς τῶν οἰκισκῶν των. Ἀπεφασίσθη ὅπως μία ἐπιτροπὴ μεταβῇ εἰς τὴν Διοίκησιν. (898, 562, 1101, 652)
table-cell: Παρίσιον (24, 564, 75, 577)
article-paragraph: Εἰς τὴν Διοίκησιν τοῦ Ἄρεως κατακλύζουν καθημερινῶς σωρεία συγχαρητηρίων τηλεγραφημάτων ἀπὸ τὸ ἐσωτερικὸν τῆς Μακεδονίας καὶ Θράκης, διὰ τὴν προχθεσινὴν μεγαλειώδη ἐπιτυχίαν. Τὸ τοιοῦτον μαρτυρεῖ ἐναργῶς ὅτι ἡ προχθεσινὴ νίκη εἶχε ἀπήχησιν εἰς ὅλους τοὺς φίλους τοῦ ἀθλητισμοῦ. (240, 281, 446, 397)
club-subtitle: ΟΜΙΛΟΣ ΘΕΣΣΑΛΟΝΙΚΗΣ (1379, 1176, 1525, 1187)
ad-key: ΖΗΤΟΥΝΤΑΙ (1109, 1470, 1188, 1486)
news-title: ΛΙΜΕΝΙΚΑΙ ΚΙΝΗΣΕΙΣ (1391, 314, 1513, 328)
notary-role: Συμβολαιογράφοι (1406, 1270, 1498, 1282)
ad-key: ΕΝΟΙΚΙΑΖΕΤΑΙ (1109, 592, 1207, 608)
ad-text: ἀμέσως ἕνα οἰκόπεδον ἐπὶ τῆς ὁδοῦ Ἑπταπυργίου καὶ μία οἰκία μετὰ κήπου. Πληροφορίαι Τομπάζη 7 Γραφεῖον. (1193, 676, 1312, 753)
news-title: ΜΙΚΡΑΣΙΑΤΙΚΗ ΛΕΣΧΗ (936, 825, 1063, 839)
doctor-text: Διδάκτωρ Πανεπιστημίου Βερολίνου. Μαιευτὴρ χειρούργος Γυναικολόγος. Δέχεται 11-12 π.μ. καὶ 4-7 μ.μ. ὁδὸς Τσιμισκῆ 44. (904, 1243, 1095, 1295)
table-row (22, 553, 226, 565)
ad-headline: ΑΙ ΜΟΝΑΙ ΓΝΗΣΙΑΙ (49, 1007, 199, 1026)
news-title: ΔΙΑ ΤΟΥΣ ΜΙΚΡΟΠΩΛΗΤΑΣ (921, 749, 1078, 763)
table-row (22, 577, 226, 589)
news-text: Ἀφίκετο ἐκ Κορυτσᾶς ὁ ἰδιοκτήτης τοῦ ὁμωνύμου ξενοδοχείου κ. Φώτιος Χαϊκάλης. (1326, 584, 1578, 609)
exchange-title: Τὸ συνάλλαγμα (79, 522, 169, 537)
weapons-seller: ΝΙΚΟΛΑΟΣ ΧΡΗΣΤΟΥ (1391, 1116, 1513, 1127)
commerce-title: ΕΜΠΟΡΑΓΟΡΑ (74, 722, 174, 738)
ad-key: ΕΝΟΙΚΙΑΖΕΤΑΙ (1109, 1167, 1207, 1183)
athletics-banner: ΑΘΛΗΤΙΚΗ ΚΙΝΗΣΙΣ (240, 80, 884, 156)
ad-text: διαμέρισμα ἐκ 4 δωματίων. Πληροφορίαι ὁδὸς Μητροπόλεως 44. (1193, 1412, 1312, 1463)
table-cell: 305.18 (187, 552, 224, 565)
table-cell: Ἑλβετία (24, 588, 69, 601)
small-ad (1109, 1715, 1312, 1754)
news-title: ΑΦΙΞΕΙΣ (1428, 566, 1476, 580)
notary-card (1326, 1294, 1578, 1332)
news-title: Η ΧΡΕΩΣΙΣ ΤΩΝ ΟΙΚΙΣΚΩΝ ΤΟΥ ΣΥΝΟΙΚΙΣΜΟΥ ΑΓ. ΜΑΡΙΝΗΣ ΤΟΥΜΠΑΣ (908, 516, 1091, 558)
section-rule (1326, 900, 1578, 901)
news-text: Διὰ τὸν λιμένα μας προσέρχονται σήμερον τὰ ἀτμόπλοια «Ἕλλη», «Κεφαλληνία» καὶ τὸ ἱστιοφόρον «Ἀγ. Νικόλαος». (1326, 332, 1578, 370)
news-title: ΠΑΡΑΤΟΝΑ ΤΩΝ ΣΥΝΟΙΚΙΣΜΩΝ ΒΥΖΑΝΤΙΟΥ ΚΑΙ ΤΡΟΧΙΟΔΡΟΜΙΚΩΝ (1119, 413, 1302, 455)
editor-label: ΑΡΧΙΣΥΝΤΑΚΤΗΣ (78, 159, 170, 170)
article-paragraph: τὸν χῶρον τοῦ κοινοῦ συμφέροντος. Εἰς ἕκαστον πρόσφυγα παρουσιάζονται σήμερον ζητήματα ἀποζημιώσεως τῶν περιουσιῶν των, τὰ ὁποῖα πρέπει νὰ λυθοῦν δικαίως. (1109, 230, 1312, 294)
notice-sign-label: Ὁ Δήμαρχος (528, 1305, 590, 1317)
foreign-text: Συνάλλαγμα Λονδίνου ἐπὶ Ν. Ὑόρκης 3.78.50, Παρισίων 96.12, Βερολίνου 16.43. Ν. Ὑόρκη ἐπὶ Λονδίνου 3.85,25, Παρισίων 3.94, Μιλάνου 5.11,22. (22, 651, 226, 715)
small-room-ad (240, 1425, 446, 1477)
article-subhead: «Ἡρακλῆς»-«Ἀγγλικὸς Στόλος» (679, 651, 873, 666)
table-cell: 77.— (125, 576, 154, 589)
news-signature: Ἡ Ἐπιτροπὴ τοῦ Ἱεροῦ Ναοῦ Παναγίας Φανερωμένης (900, 1050, 1099, 1074)
news-text: Ὁ Ὀφθαλμίατρος κ. Θεοφύλακτος ἐπανῆλθε καὶ δέχεται εἰς τὸ ἰατρεῖον του ὁδὸς Ἐγνατίας. (1326, 797, 1578, 835)
article-paragraph: Εἶναι ἀνάγκη ὅμως καὶ εἰς τὸ διοικητικὸν ἐπίπεδον νὰ καταβάλλουν οἱ σύλλογοι προσπαθείας διὰ τὴν πρόοδον τοῦ ἀθλήματος. Τὸ ποδόσφαιρον εἶναι σήμερον τὸ λαοφιλέστερον ἄθλημα. (454, 281, 660, 358)
article-subhead: Ἕνας ὑπέροχος χαιρετισμός (468, 364, 646, 379)
ad-key: ΕΝΟΙΚΙΑΖΕΤΑΙ (1109, 1644, 1207, 1660)
news-title: ΠΡΩΤΟΤΥΠΟΣ ΕΚΔΙΚΗΣΙΣ (1376, 136, 1528, 150)
small-ad (1109, 1412, 1312, 1464)
ad-agent: Γ. Ἀντιπρόσωπος Ν. ΚΟΥΜΑΡΙΑΝΟΣ (898, 1147, 1013, 1171)
ad-key: ΠΩΛΟΥΝΤΑΙ (1109, 1225, 1191, 1241)
notice-title: ΚΗΔΕΙΑ (751, 1415, 805, 1432)
article-subhead: —Ἀρχηγεσία «Ἀετοῦ» (708, 439, 844, 454)
table-cell: 15.26 3/4 (173, 588, 224, 601)
